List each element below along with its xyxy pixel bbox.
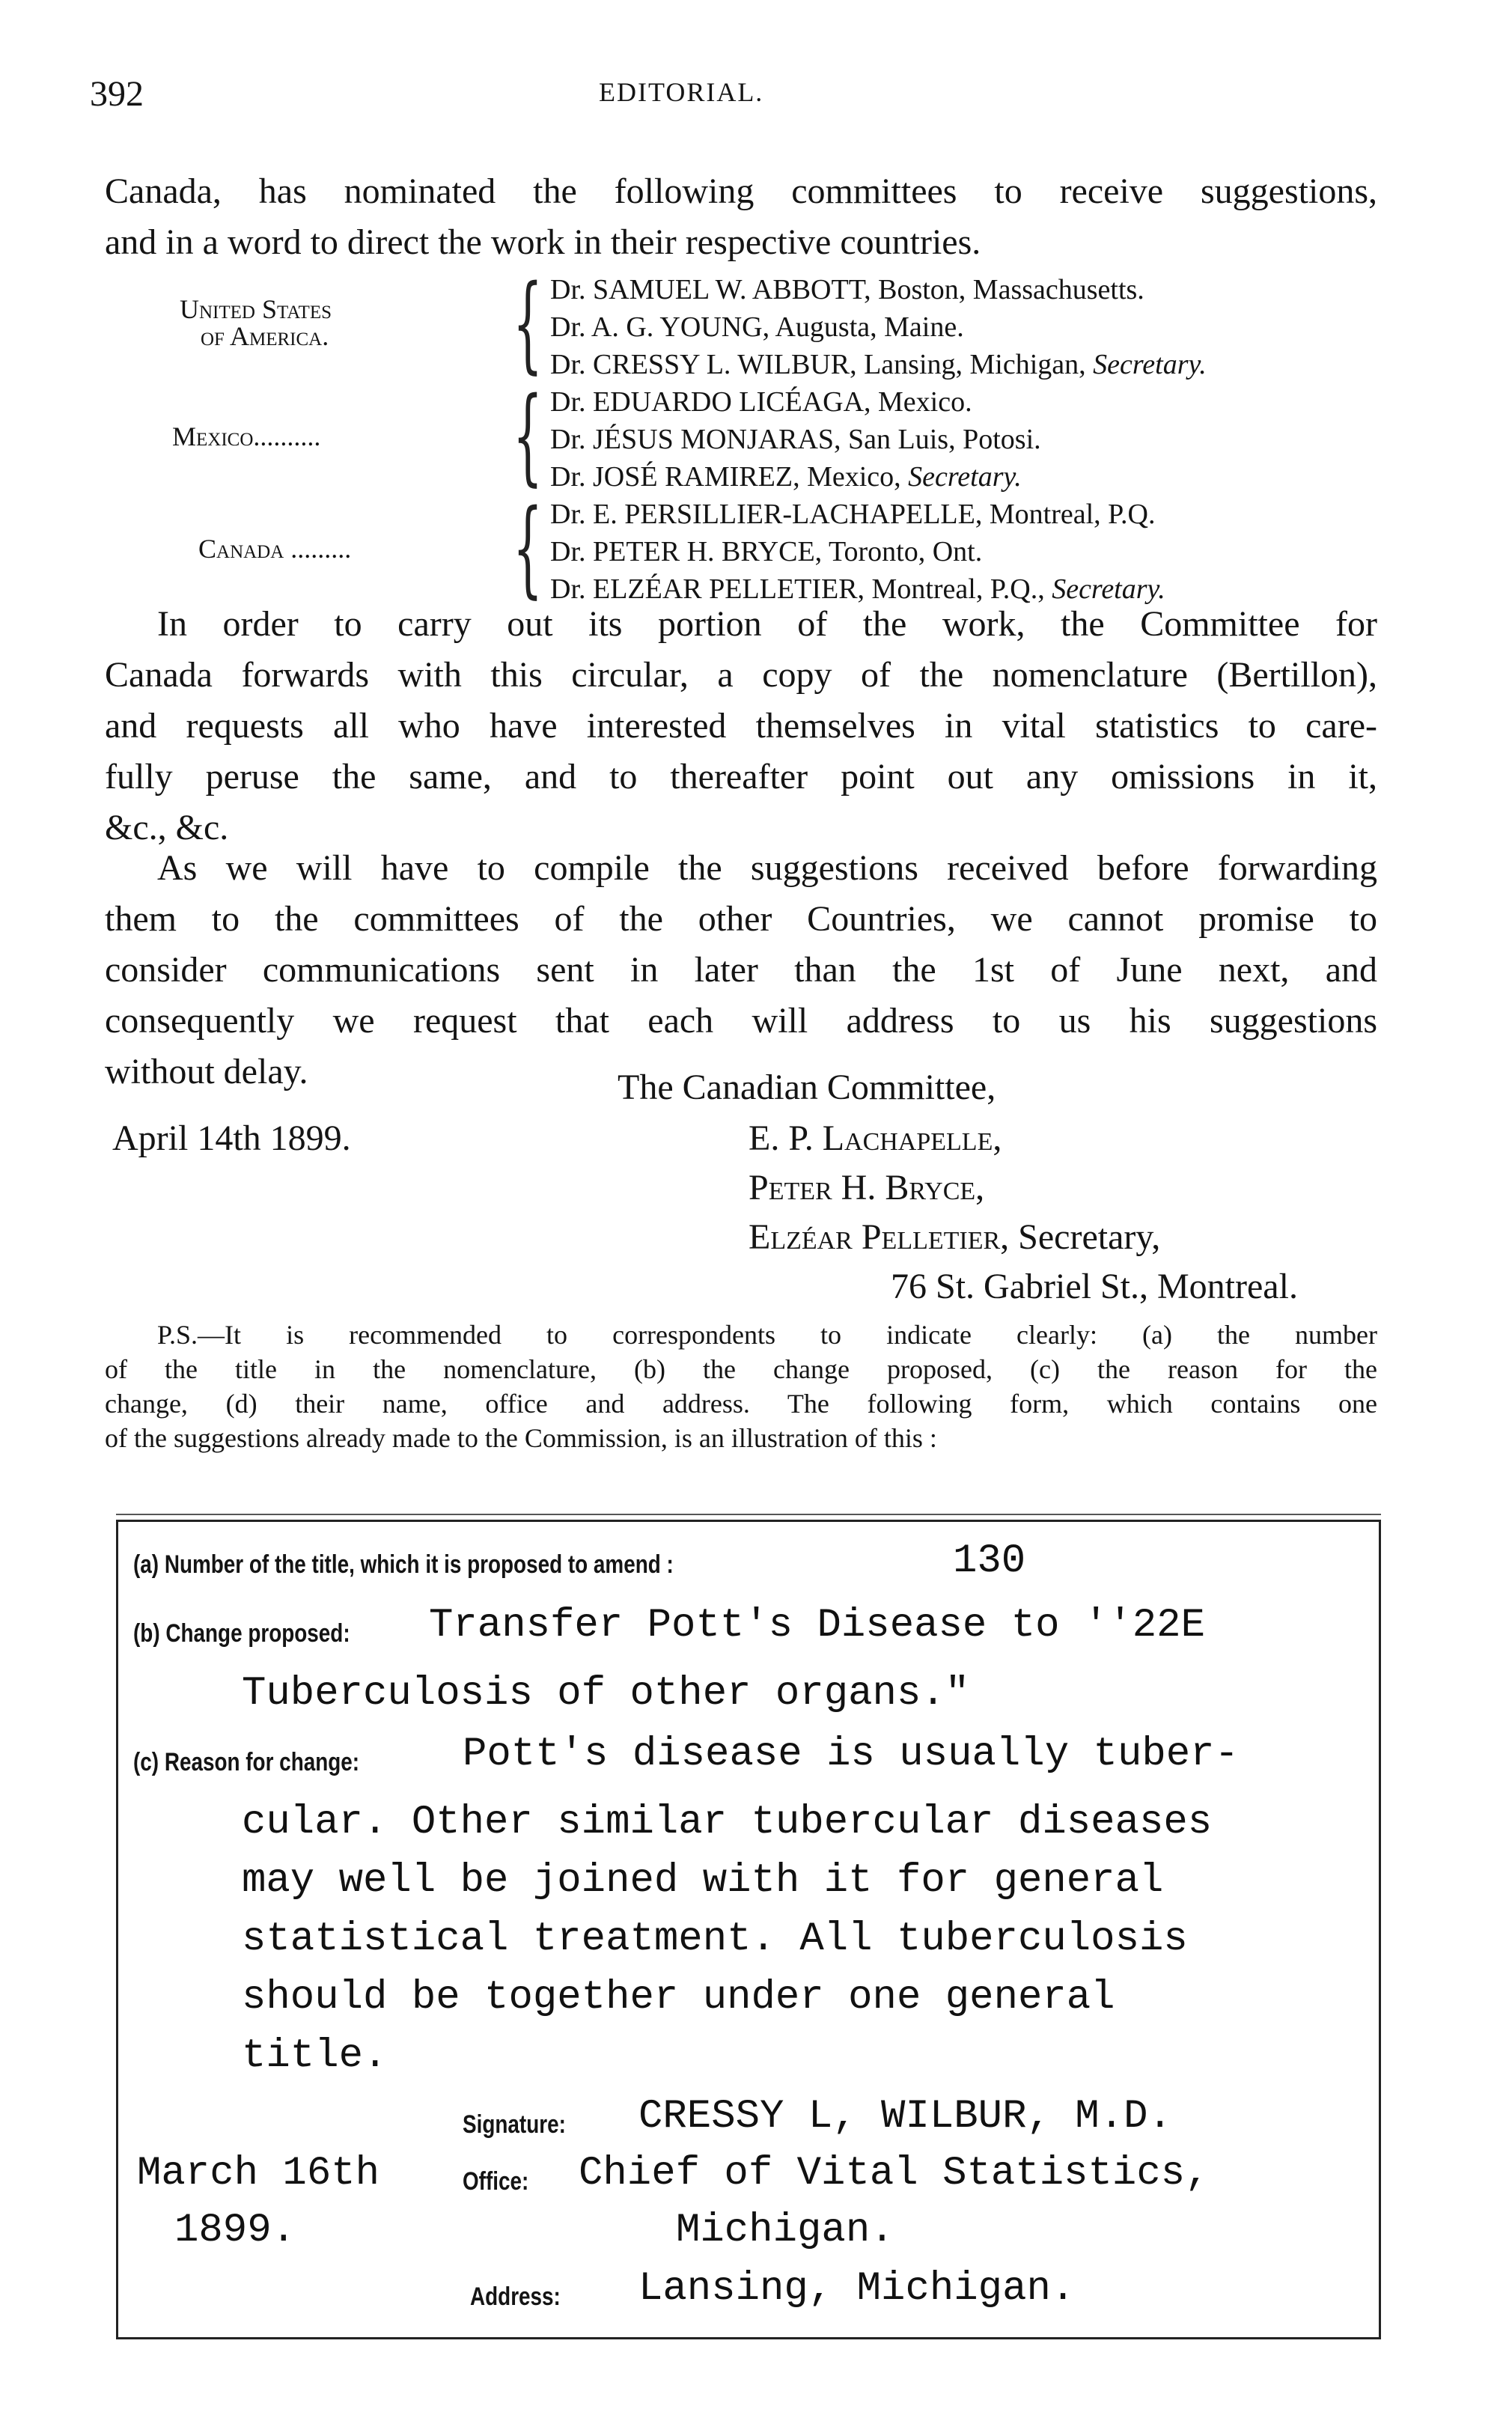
text-line: and in a word to direct the work in their respective countries. [105,222,981,262]
member-list [550,383,1041,496]
country-name: of America. [201,321,329,351]
address-value: Lansing, Michigan. [638,2266,1076,2312]
signatory-name: Peter H. Bryce, [749,1168,985,1208]
signatory-name: E. P. Lachapelle, [749,1118,1002,1158]
text-line: P.S.—It is recommended to correspondents to indicate clearly: (a) the number [157,1320,1377,1350]
text-line: consider communications sent in later than the 1st of June next, and [105,950,1377,990]
signature-label: Signature: [463,2110,566,2139]
body-paragraph [105,599,1377,853]
country-name: Mexico.......... [172,421,321,451]
text-line: of the suggestions already made to the Commission, is an illustration of this : [105,1423,937,1453]
text-line: Canada, has nominated the following committees to receive suggestions, [105,171,1377,211]
form-value-b-continued: Tuberculosis of other organs." [242,1671,970,1717]
body-paragraph [105,843,1377,1097]
form-label-a: (a) Number of the title, which it is proposed to amend : [133,1550,674,1579]
member-secretary: Dr. CRESSY L. WILBUR, Lansing, Michigan, Secretary. [550,349,1207,380]
text-line: In order to carry out its portion of the work, the Committee for [157,604,1377,644]
form-value-c-continued: should be together under one general [242,1975,1115,2020]
committee-signoff: The Canadian Committee, [618,1068,996,1107]
form-row-b [133,1603,1361,1663]
form-value-c-continued: statistical treatment. All tuberculosis [242,1916,1188,1962]
form-value-c: Pott's disease is usually tuber- [463,1732,1239,1777]
form-date-year: 1899. [174,2208,296,2253]
postscript [105,1318,1377,1455]
member: Dr. EDUARDO LICÉAGA, Mexico. [550,386,972,418]
text-line: without delay. [105,1052,308,1091]
signatory-address: 76 St. Gabriel St., Montreal. [891,1267,1298,1306]
text-line: As we will have to compile the suggestions received before forwarding [157,848,1377,888]
committee-mexico [105,375,1377,497]
member: Dr. PETER H. BRYCE, Toronto, Ont. [550,536,983,567]
text-line: them to the committees of the other Countries, we cannot promise to [105,899,1377,939]
page-number: 392 [90,74,144,114]
form-row-a [133,1538,1361,1591]
form-row-signature [463,2094,1361,2154]
office-label: Office: [463,2167,529,2196]
country-name: United States [180,294,332,324]
form-value-a: 130 [953,1538,1026,1584]
text-line: Canada forwards with this circular, a copy of the nomenclature (Bertillon), [105,655,1377,695]
country-name: Canada ......... [198,534,352,564]
text-line: change, (d) their name, office and address. The following form, which contains one [105,1389,1377,1419]
page-header [90,73,1377,126]
brace-icon: { [513,487,543,609]
form-value-c-continued: title. [242,2033,388,2079]
member: Dr. E. PERSILLIER-LACHAPELLE, Montreal, P.Q. [550,499,1156,530]
text-line: fully peruse the same, and to thereafter point out any omissions in it, [105,757,1377,797]
member: Dr. A. G. YOUNG, Augusta, Maine. [550,311,964,343]
form-label-c: (c) Reason for change: [133,1748,360,1776]
text-line: consequently we request that each will address to us his suggestions [105,1001,1377,1041]
intro-paragraph [105,166,1377,268]
address-label: Address: [470,2283,561,2311]
letter-date: April 14th 1899. [112,1118,351,1158]
committee-canada [105,487,1377,609]
form-row-address [470,2266,1368,2326]
form-divider [116,1514,1381,1515]
signatory-secretary: Elzéar Pelletier, Secretary, [749,1217,1161,1257]
signature-value: CRESSY L, WILBUR, M.D. [638,2094,1172,2140]
form-label-b: (b) Change proposed: [133,1619,350,1648]
form-value-c-continued: may well be joined with it for general [242,1858,1164,1904]
form-date: March 16th [137,2151,380,2196]
text-line: of the title in the nomenclature, (b) the change proposed, (c) the reason for the [105,1354,1377,1384]
brace-icon: { [513,263,543,385]
form-value-b: Transfer Pott's Disease to ''22E [429,1603,1205,1648]
suggestion-form [116,1520,1381,2339]
office-value: Chief of Vital Statistics, [579,2151,1210,2196]
member: Dr. SAMUEL W. ABBOTT, Boston, Massachusetts. [550,274,1144,305]
form-row-office [463,2151,1361,2211]
member-list [550,496,1165,608]
member-list [550,271,1207,383]
text-line: and requests all who have interested themselves in vital statistics to care- [105,706,1377,746]
text-line: &c., &c. [105,808,229,847]
member-secretary: Dr. ELZÉAR PELLETIER, Montreal, P.Q., Secretary. [550,573,1165,605]
committee-usa [105,263,1377,385]
form-value-c-continued: cular. Other similar tubercular diseases [242,1800,1213,1845]
member-secretary: Dr. JOSÉ RAMIREZ, Mexico, Secretary. [550,461,1022,493]
office-value-continued: Michigan. [676,2208,894,2253]
brace-icon: { [513,375,543,497]
form-row-c [133,1732,1361,1791]
member: Dr. JÉSUS MONJARAS, San Luis, Potosi. [550,424,1041,455]
running-head: EDITORIAL. [599,77,764,107]
